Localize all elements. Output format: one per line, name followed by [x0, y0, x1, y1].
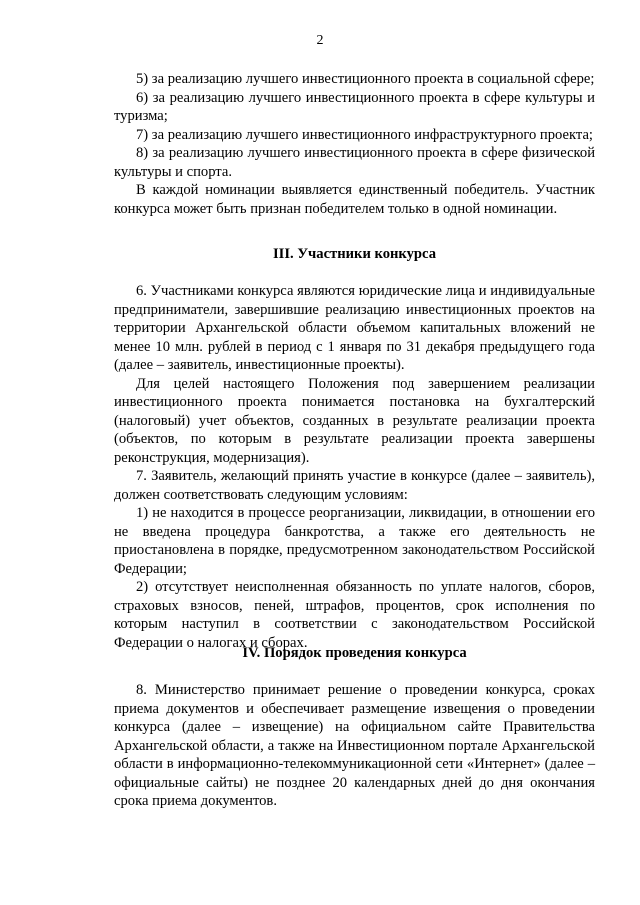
paragraph-completion-definition: Для целей настоящего Положения под завершением реализации инвестиционного проекта понимается постановка на бухгалтерский (налоговый) учет объектов, созданных в результате реализации проекта (объектов, по которым в результате реализации проекта завершены реконструкция, модернизация).: [114, 375, 595, 466]
paragraph-condition-1: 1) не находится в процессе реорганизации, ликвидации, в отношении его не введена процедура банкротства, а также его деятельность не приостановлена в порядке, предусмотренном законодательством Российской Федерации;: [114, 505, 595, 577]
section-heading-procedure: IV. Порядок проведения конкурса: [242, 645, 467, 661]
section-heading-participants: III. Участники конкурса: [273, 246, 436, 262]
paragraph-nomination-6: 6) за реализацию лучшего инвестиционного проекта в сфере культуры и туризма;: [114, 89, 595, 124]
paragraph-single-winner: В каждой номинации выявляется единственный победитель. Участник конкурса может быть признан победителем только в одной номинации.: [114, 182, 595, 217]
section-participants-body: [114, 282, 595, 652]
paragraph-6: 6. Участниками конкурса являются юридические лица и индивидуальные предприниматели, завершившие реализацию инвестиционных проектов на территории Архангельской области объемом капитальных вложений не менее 10 млн. рублей в период с 1 января по 31 декабря предыдущего года (далее – заявитель, инвестиционные проекты).: [114, 283, 595, 373]
paragraph-8: 8. Министерство принимает решение о проведении конкурса, сроках приема документов и обеспечивает размещение извещения о проведении конкурса (далее – извещение) на официальном сайте Правительства Архангельской области, а также на Инвестиционном портале Архангельской области в информационно-телекоммуникационной сети «Интернет» (далее – официальные сайты) не позднее 20 календарных дней до дня окончания срока приема документов.: [114, 682, 595, 809]
section-procedure-body: [114, 681, 595, 811]
paragraph-nomination-7: 7) за реализацию лучшего инвестиционного инфраструктурного проекта;: [136, 126, 593, 143]
paragraph-condition-2: 2) отсутствует неисполненная обязанность по уплате налогов, сборов, страховых взносов, пеней, штрафов, процентов, срок исполнения по которым наступил в соответствии с законодательством Российской Федерации о налогах и сборах.: [114, 579, 595, 651]
nominations-list: [114, 70, 595, 218]
paragraph-nomination-5: 5) за реализацию лучшего инвестиционного проекта в социальной сфере;: [136, 71, 595, 87]
page-number: 2: [316, 33, 324, 48]
paragraph-7: 7. Заявитель, желающий принять участие в конкурсе (далее – заявитель), должен соответствовать следующим условиям:: [114, 468, 595, 503]
paragraph-nomination-8: 8) за реализацию лучшего инвестиционного проекта в сфере физической культуры и спорта.: [114, 145, 595, 180]
